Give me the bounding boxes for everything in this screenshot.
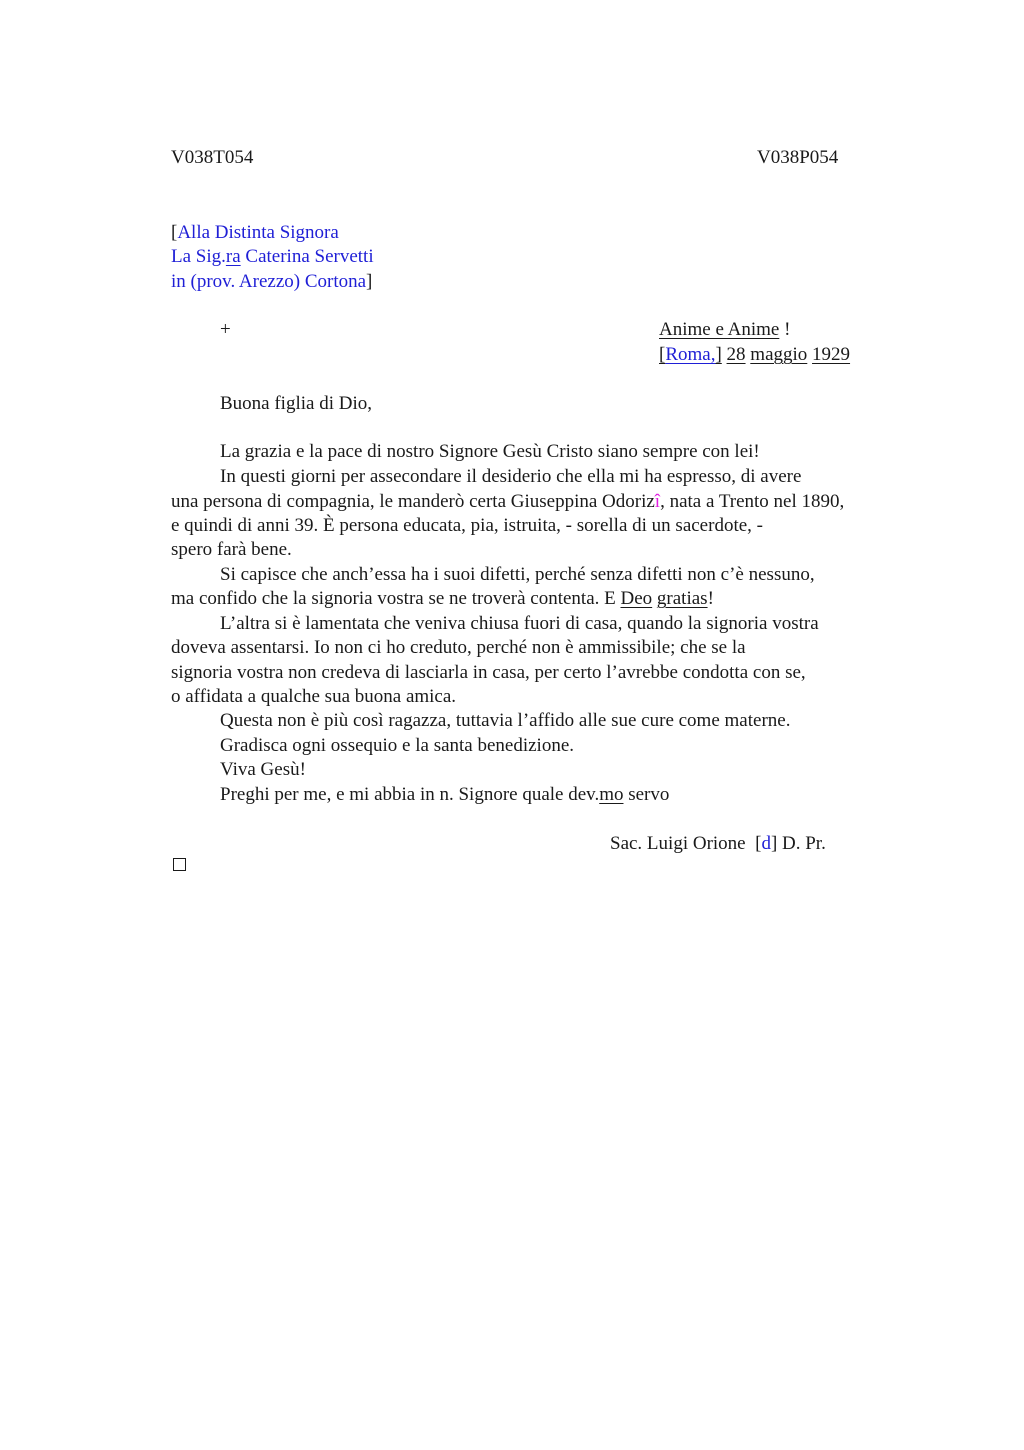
address-line-3: in (prov. Arezzo) Cortona] <box>171 271 373 292</box>
bracket-open: [ <box>171 222 178 243</box>
date-year: 1929 <box>812 344 851 365</box>
date-day: 28 <box>726 344 746 365</box>
body-line: Questa non è più così ragazza, tuttavia l’affido alle sue cure come materne. <box>220 710 791 731</box>
body-line: una persona di compagnia, le manderò certa Giuseppina Odorizî, nata a Trento nel 1890, <box>171 491 845 512</box>
body-line: doveva assentarsi. Io non ci ho creduto, perché non è ammissibile; che se la <box>171 637 746 658</box>
body-line: spero farà bene. <box>171 539 292 560</box>
abbreviation-superscript: ra <box>225 246 241 267</box>
cross-symbol: + <box>220 319 231 340</box>
body-line: Preghi per me, e mi abbia in n. Signore quale dev.mo servo <box>220 784 670 805</box>
body-line: o affidata a qualche sua buona amica. <box>171 686 457 707</box>
body-line: In questi giorni per assecondare il desiderio che ella mi ha espresso, di avere <box>220 466 802 487</box>
latin-phrase-gratias: gratias <box>656 588 708 609</box>
body-line: La grazia e la pace di nostro Signore Gesù Cristo siano sempre con lei! <box>220 441 760 462</box>
salutation: Buona figlia di Dio, <box>220 393 372 414</box>
address-line-1 <box>171 221 339 245</box>
address-line-2: La Sig.ra Caterina Servetti <box>171 246 374 267</box>
body-line: signoria vostra non credeva di lasciarla in casa, per certo l’avrebbe condotta con se, <box>171 662 806 683</box>
signature: Sac. Luigi Orione [d] D. Pr. <box>610 833 826 854</box>
uncertain-reading-mark: î <box>654 491 661 512</box>
document-code-right: V038P054 <box>757 147 839 168</box>
body-line: ma confido che la signoria vostra se ne troverà contenta. E Deo gratias! <box>171 588 714 609</box>
date-month: maggio <box>750 344 808 365</box>
body-line: Si capisce che anch’essa ha i suoi difetti, perché senza difetti non c’è nessuno, <box>220 564 815 585</box>
body-line: e quindi di anni 39. È persona educata, pia, istruita, - sorella di un sacerdote, - <box>171 515 763 536</box>
abbreviation-superscript: mo <box>599 784 624 805</box>
end-marker-square-icon <box>173 858 186 871</box>
address-recipient-title: Alla Distinta Signora <box>177 222 339 243</box>
body-line: Viva Gesù! <box>220 759 306 780</box>
body-line: L’altra si è lamentata che veniva chiusa fuori di casa, quando la signoria vostra <box>220 613 819 634</box>
date-place: Roma, <box>665 344 716 365</box>
signature-editorial-mark: d <box>761 833 771 854</box>
motto: Anime e Anime ! <box>659 319 791 340</box>
latin-phrase-deo: Deo <box>620 588 653 609</box>
dateline: [Roma,] 28 maggio 1929 <box>659 344 851 365</box>
document-code-left: V038T054 <box>171 147 254 168</box>
signature-name: Sac. Luigi Orione <box>610 833 756 854</box>
body-line: Gradisca ogni ossequio e la santa benedizione. <box>220 735 575 756</box>
bracket-close: ] <box>366 271 373 292</box>
